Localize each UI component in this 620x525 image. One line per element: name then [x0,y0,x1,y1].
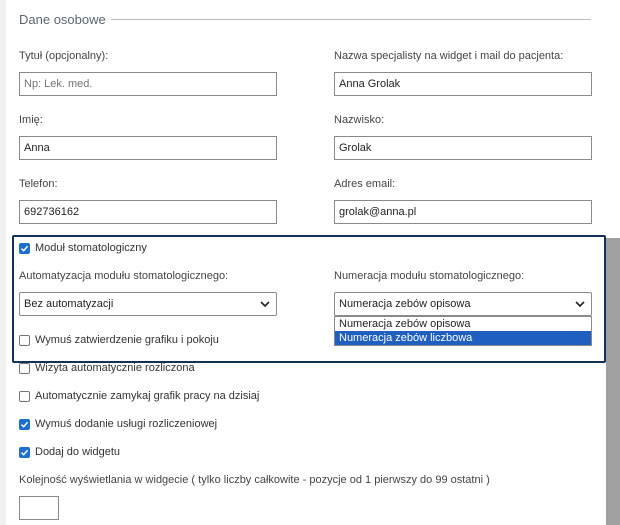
last-name-label: Nazwisko: [334,114,385,126]
checkbox-checked-icon[interactable] [19,243,30,254]
phone-input[interactable]: 692736162 [19,200,277,224]
checkbox-checked-icon[interactable] [19,447,30,458]
title-label: Tytuł (opcjonalny): [19,50,109,62]
checkbox-unchecked-icon[interactable] [19,363,30,374]
force-schedule-checkbox[interactable] [19,334,219,346]
force-schedule-label: Wymuś zatwierdzenie grafiku i pokoju [35,334,219,346]
dental-module-label: Moduł stomatologiczny [35,242,147,254]
chevron-down-icon [259,299,271,309]
first-name-input[interactable]: Anna [19,136,277,160]
force-service-checkbox[interactable] [19,418,217,430]
widget-order-label: Kolejność wyświetlania w widgecie ( tylko liczby całkowite - pozycje od 1 pierwszy do 99 ostatni ) [19,474,490,486]
phone-label: Telefon: [19,178,58,190]
left-panel-edge [0,0,6,525]
auto-settled-label: Wizyta automatycznie rozliczona [35,362,195,374]
section-title: Dane osobowe [19,12,106,27]
chevron-down-icon [574,299,586,309]
add-widget-label: Dodaj do widgetu [35,446,121,458]
automation-select-value: Bez automatyzacji [24,298,114,310]
specialist-name-input[interactable]: Anna Grolak [334,72,592,96]
email-label: Adres email: [334,178,396,190]
section-divider [111,19,591,20]
numbering-dropdown-list[interactable] [334,316,592,346]
force-service-label: Wymuś dodanie usługi rozliczeniowej [35,418,218,430]
email-input[interactable]: grolak@anna.pl [334,200,592,224]
add-widget-checkbox[interactable] [19,446,120,458]
specialist-name-label: Nazwa specjalisty na widget i mail do pacjenta: [334,50,564,62]
numbering-option-highlighted[interactable]: Numeracja zebów liczbowa [335,331,591,345]
checkbox-checked-icon[interactable] [19,419,30,430]
auto-close-label: Automatycznie zamykaj grafik pracy na dzisiaj [35,390,260,402]
checkbox-unchecked-icon[interactable] [19,391,30,402]
numbering-label: Numeracja modułu stomatologicznego: [334,270,525,282]
numbering-option[interactable]: Numeracja zebów opisowa [339,318,471,330]
numbering-select-value: Numeracja zebów opisowa [339,298,471,310]
first-name-label: Imię: [19,114,43,126]
automation-label: Automatyzacja modułu stomatologicznego: [19,270,229,282]
auto-close-checkbox[interactable] [19,390,259,402]
checkbox-unchecked-icon[interactable] [19,335,30,346]
automation-select[interactable] [19,292,277,316]
numbering-select[interactable] [334,292,592,316]
last-name-input[interactable]: Grolak [334,136,592,160]
title-input[interactable] [19,72,277,96]
widget-order-input[interactable] [19,496,59,520]
dental-module-checkbox[interactable] [19,242,147,254]
auto-settled-checkbox[interactable] [19,362,195,374]
scrollbar-track[interactable] [606,238,620,525]
